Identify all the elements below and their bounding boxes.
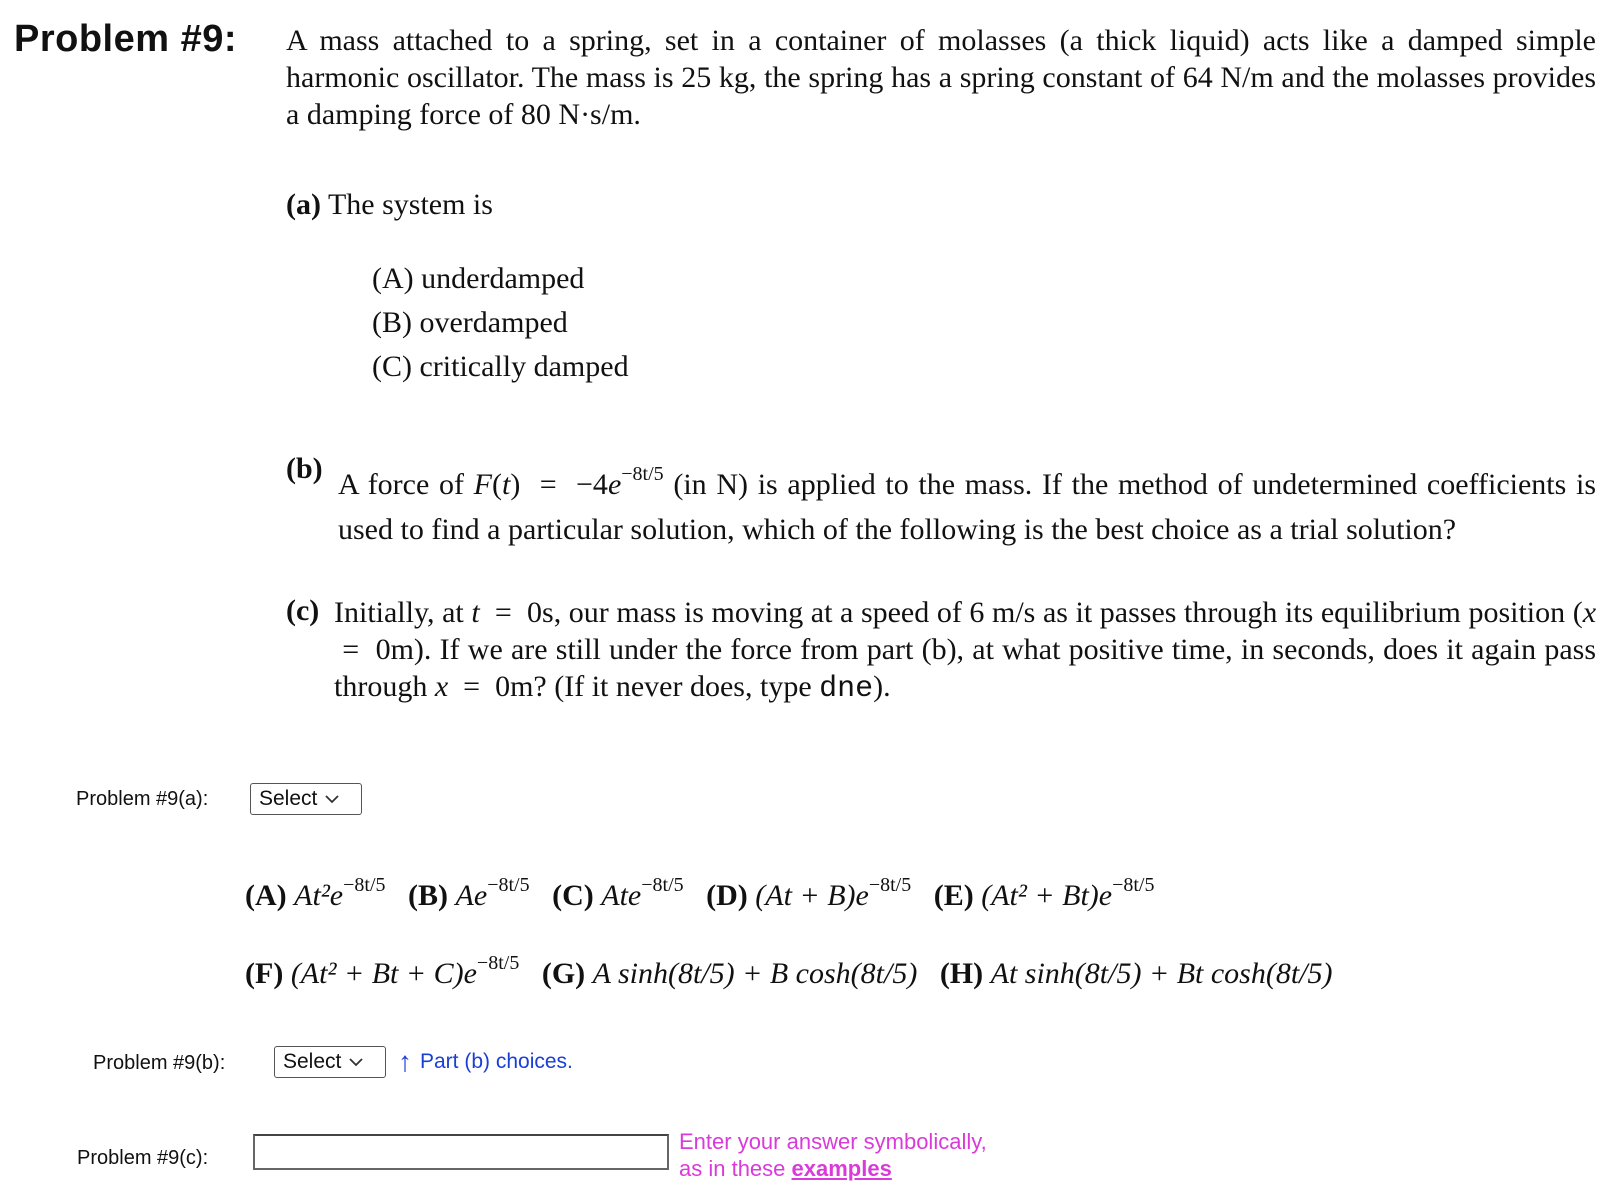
answer-c-label: Problem #9(c): (77, 1147, 209, 1169)
part-c-text: Initially, at t = 0s, our mass is moving at a speed of 6 m/s as it passes through its equilibrium position (x = 0m). If we are still under the force from part (b), at what positive time, in seconds, does it again pass through x = 0m? (If it never does, type dne). (334, 596, 1597, 706)
choice-c-expr: Ate (601, 879, 642, 912)
answer-b-select[interactable]: Select (274, 1046, 386, 1078)
answer-b-label: Problem #9(b): (93, 1052, 226, 1074)
choice-h-expr: At sinh(8t/5) + Bt cosh(8t/5) (990, 957, 1333, 990)
part-c-label-wrap (286, 594, 319, 628)
answer-a-label: Problem #9(a): (76, 788, 209, 810)
answer-a-select[interactable]: Select (250, 783, 362, 815)
examples-link[interactable]: examples (791, 1156, 892, 1181)
part-a-option-a: (A) underdamped (372, 262, 585, 295)
choice-d-expr: (At + B)e (755, 879, 869, 912)
chevron-down-icon (325, 794, 339, 804)
chevron-down-icon (349, 1057, 363, 1067)
part-b-choices-row2: (F) $(At^2 + Bt + C)e^{-8t/5}$ (G) A sinh(8t/5) + B cosh(8t/5) (H) At sinh(8t/5) + Bt cosh(8t/5) (245, 952, 1333, 990)
part-b-label-wrap (286, 452, 323, 486)
choice-e-expr: (At² + Bt)e (981, 879, 1113, 912)
part-a-label: (a) (286, 188, 321, 221)
part-b-exponent: −8t/5 (621, 463, 664, 485)
part-c-label: (c) (286, 594, 320, 627)
problem-intro: A mass attached to a spring, set in a container of molasses (a thick liquid) acts like a damped simple harmonic oscillator. The mass is 25 kg, the spring has a spring constant of 64 N/m and the molasses provides a damping force of 80 N·s/m. (286, 24, 1596, 131)
part-b-text: A force of $F(t) = -4e^{-8t/5}$ (in N) is applied to the mass. If the method of undetermined coefficients is used to find a particular solution, which of the following is the best choice as a trial solution? (338, 463, 1596, 546)
part-a-option-c: (C) critically damped (372, 350, 629, 383)
part-a-option-b: (B) overdamped (372, 306, 568, 339)
part-a-text: The system is (327, 188, 493, 221)
problem-title: Problem #9: (14, 18, 238, 60)
up-arrow-icon: ↑ (398, 1046, 412, 1077)
choice-b-expr: Ae (455, 879, 488, 912)
answer-c-input[interactable] (253, 1134, 669, 1170)
part-c-hint: Enter your answer symbolically, as in these examples (679, 1129, 987, 1181)
dne-code: dne (819, 672, 874, 706)
choice-g-expr: A sinh(8t/5) + B cosh(8t/5) (592, 957, 918, 990)
part-b-hint: ↑ Part (b) choices. (398, 1046, 573, 1077)
part-b-label: (b) (286, 452, 323, 485)
part-a-prompt (286, 188, 493, 222)
part-b-choices-row1: (A) $At^2e^{-8t/5}$ (B) $Ae^{-8t/5}$ (C) Ate$^{-8t/5}$ (D) $(At + B)e^{-8t/5}$ (E) $(At^2 + Bt)e^{-8t/5}$ (245, 874, 1155, 912)
choice-f-expr: (At² + Bt + C)e (290, 957, 477, 990)
choice-a-expr: At²e (294, 879, 344, 912)
